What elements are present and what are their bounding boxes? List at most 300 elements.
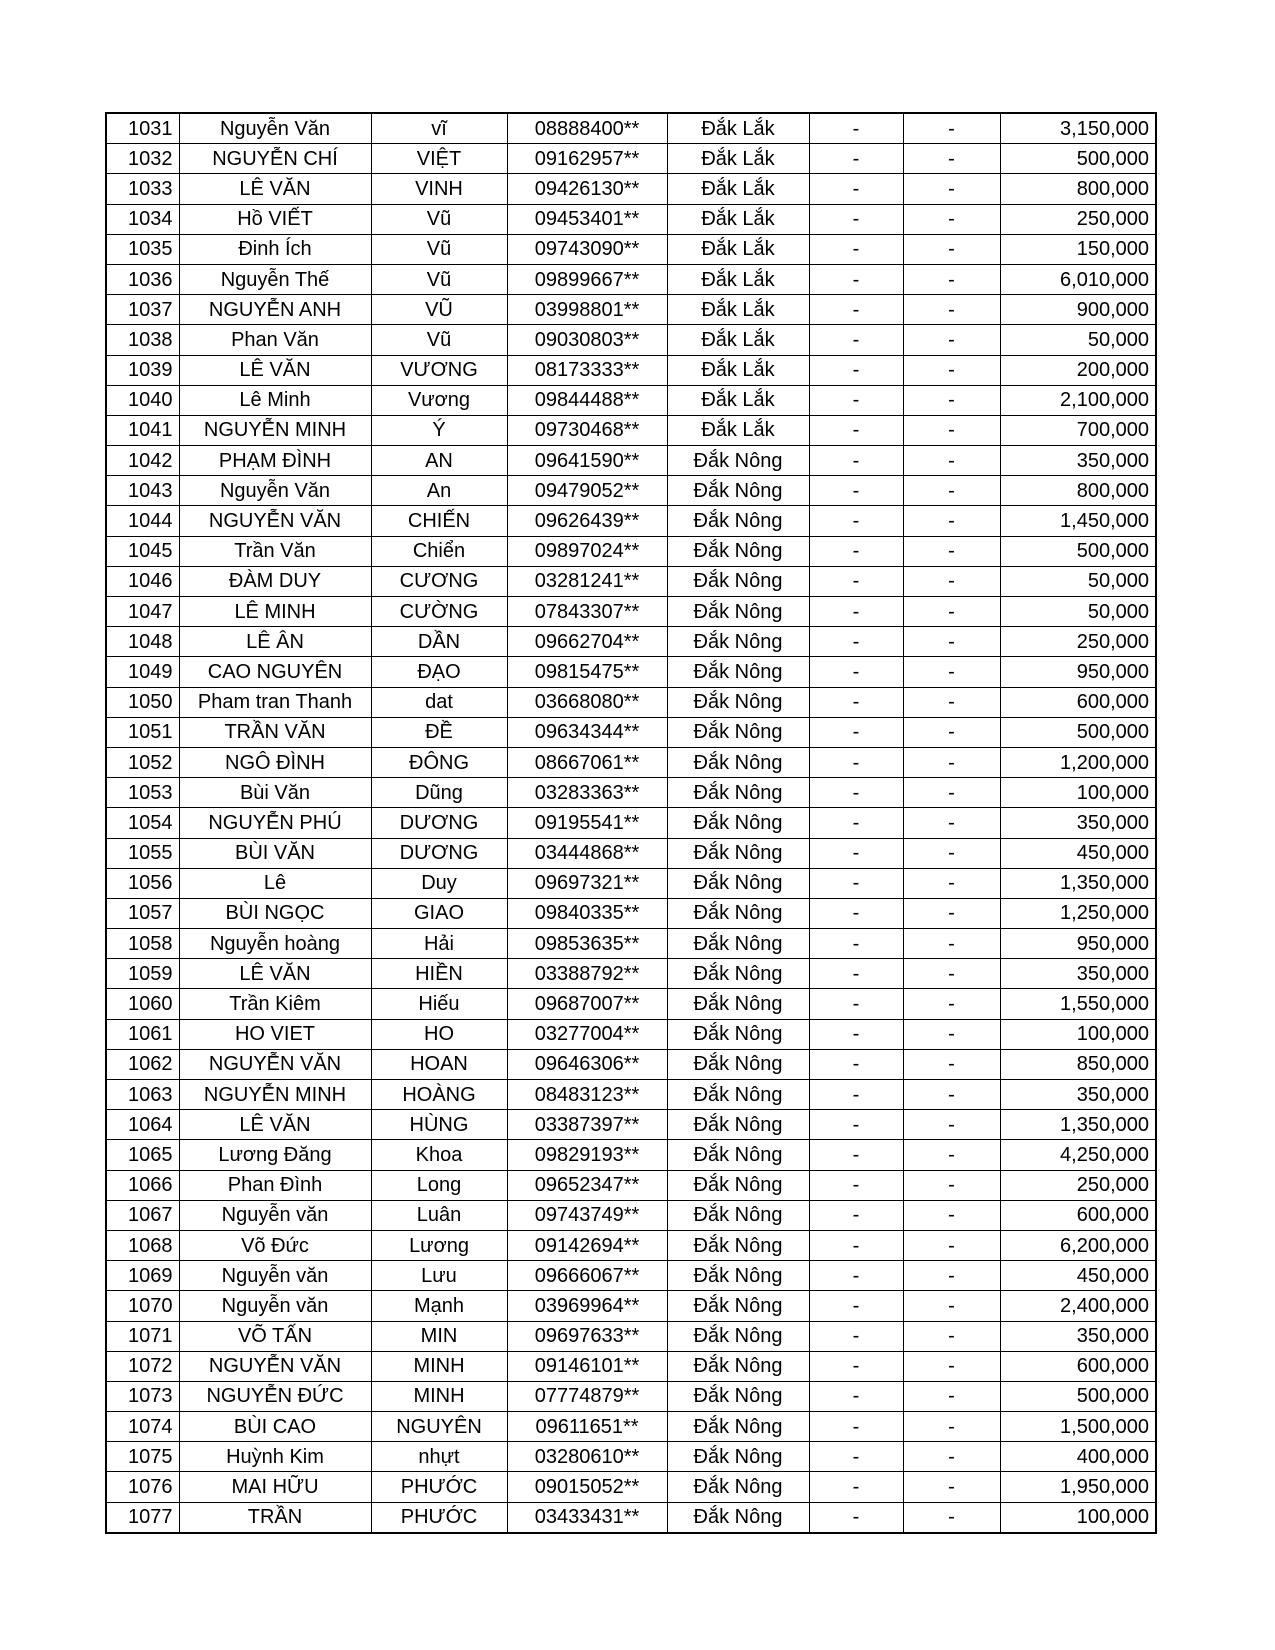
cell-phone: 08888400** bbox=[507, 113, 667, 144]
cell-given-name: Long bbox=[371, 1170, 507, 1200]
cell-surname: NGUYỄN VĂN bbox=[179, 1049, 371, 1079]
table-row bbox=[106, 264, 1156, 294]
cell-index: 1032 bbox=[106, 144, 179, 174]
cell-amount: 3,150,000 bbox=[1000, 113, 1156, 144]
cell-col6: - bbox=[809, 1442, 903, 1472]
cell-phone: 08173333** bbox=[507, 355, 667, 385]
cell-amount: 950,000 bbox=[1000, 657, 1156, 687]
cell-col7: - bbox=[903, 1321, 1000, 1351]
cell-col7: - bbox=[903, 1412, 1000, 1442]
cell-province: Đắk Lắk bbox=[667, 295, 809, 325]
table-row bbox=[106, 1472, 1156, 1502]
cell-given-name: Vương bbox=[371, 385, 507, 415]
table-row bbox=[106, 325, 1156, 355]
cell-province: Đắk Nông bbox=[667, 1230, 809, 1260]
cell-col7: - bbox=[903, 1472, 1000, 1502]
cell-index: 1046 bbox=[106, 566, 179, 596]
cell-amount: 600,000 bbox=[1000, 1200, 1156, 1230]
cell-surname: Hồ VIẾT bbox=[179, 204, 371, 234]
cell-province: Đắk Lắk bbox=[667, 355, 809, 385]
cell-province: Đắk Lắk bbox=[667, 415, 809, 445]
table-row bbox=[106, 1502, 1156, 1533]
cell-surname: Lương Đăng bbox=[179, 1140, 371, 1170]
cell-phone: 09844488** bbox=[507, 385, 667, 415]
cell-amount: 850,000 bbox=[1000, 1049, 1156, 1079]
cell-surname: Nguyễn văn bbox=[179, 1261, 371, 1291]
table-row bbox=[106, 234, 1156, 264]
cell-amount: 1,450,000 bbox=[1000, 506, 1156, 536]
cell-province: Đắk Nông bbox=[667, 1019, 809, 1049]
cell-col6: - bbox=[809, 1140, 903, 1170]
cell-given-name: DƯƠNG bbox=[371, 838, 507, 868]
cell-province: Đắk Nông bbox=[667, 597, 809, 627]
cell-amount: 400,000 bbox=[1000, 1442, 1156, 1472]
table-row bbox=[106, 1442, 1156, 1472]
cell-province: Đắk Nông bbox=[667, 747, 809, 777]
cell-given-name: MINH bbox=[371, 1351, 507, 1381]
cell-phone: 09479052** bbox=[507, 476, 667, 506]
cell-surname: MAI HỮU bbox=[179, 1472, 371, 1502]
cell-given-name: nhựt bbox=[371, 1442, 507, 1472]
cell-province: Đắk Nông bbox=[667, 1261, 809, 1291]
cell-given-name: Mạnh bbox=[371, 1291, 507, 1321]
cell-col6: - bbox=[809, 566, 903, 596]
cell-col7: - bbox=[903, 204, 1000, 234]
cell-col6: - bbox=[809, 898, 903, 928]
cell-phone: 09641590** bbox=[507, 446, 667, 476]
table-row bbox=[106, 506, 1156, 536]
cell-col7: - bbox=[903, 1502, 1000, 1533]
cell-surname: NGUYỄN MINH bbox=[179, 415, 371, 445]
cell-province: Đắk Nông bbox=[667, 476, 809, 506]
cell-province: Đắk Nông bbox=[667, 1502, 809, 1533]
cell-given-name: ĐẠO bbox=[371, 657, 507, 687]
cell-surname: ĐÀM DUY bbox=[179, 566, 371, 596]
cell-province: Đắk Lắk bbox=[667, 113, 809, 144]
cell-phone: 09453401** bbox=[507, 204, 667, 234]
cell-index: 1055 bbox=[106, 838, 179, 868]
cell-col7: - bbox=[903, 1230, 1000, 1260]
cell-col7: - bbox=[903, 717, 1000, 747]
cell-index: 1071 bbox=[106, 1321, 179, 1351]
cell-given-name: HIỀN bbox=[371, 959, 507, 989]
cell-col7: - bbox=[903, 838, 1000, 868]
cell-col7: - bbox=[903, 657, 1000, 687]
cell-given-name: VIỆT bbox=[371, 144, 507, 174]
cell-phone: 09426130** bbox=[507, 174, 667, 204]
cell-col7: - bbox=[903, 1080, 1000, 1110]
cell-index: 1059 bbox=[106, 959, 179, 989]
cell-col6: - bbox=[809, 385, 903, 415]
cell-col7: - bbox=[903, 1110, 1000, 1140]
table-row bbox=[106, 446, 1156, 476]
cell-given-name: NGUYÊN bbox=[371, 1412, 507, 1442]
table-row bbox=[106, 415, 1156, 445]
cell-amount: 6,010,000 bbox=[1000, 264, 1156, 294]
cell-index: 1053 bbox=[106, 778, 179, 808]
cell-phone: 09626439** bbox=[507, 506, 667, 536]
cell-col6: - bbox=[809, 1261, 903, 1291]
cell-col6: - bbox=[809, 597, 903, 627]
cell-col6: - bbox=[809, 1230, 903, 1260]
table-row bbox=[106, 808, 1156, 838]
cell-index: 1040 bbox=[106, 385, 179, 415]
cell-col6: - bbox=[809, 415, 903, 445]
cell-col7: - bbox=[903, 476, 1000, 506]
cell-surname: Nguyễn Thế bbox=[179, 264, 371, 294]
cell-index: 1075 bbox=[106, 1442, 179, 1472]
cell-col7: - bbox=[903, 929, 1000, 959]
cell-province: Đắk Nông bbox=[667, 1080, 809, 1110]
cell-given-name: Dũng bbox=[371, 778, 507, 808]
cell-surname: Phan Văn bbox=[179, 325, 371, 355]
cell-given-name: CHIẾN bbox=[371, 506, 507, 536]
table-row bbox=[106, 1291, 1156, 1321]
table-row bbox=[106, 1170, 1156, 1200]
cell-given-name: VƯƠNG bbox=[371, 355, 507, 385]
cell-phone: 09897024** bbox=[507, 536, 667, 566]
cell-province: Đắk Nông bbox=[667, 959, 809, 989]
cell-phone: 09662704** bbox=[507, 627, 667, 657]
cell-surname: Nguyễn văn bbox=[179, 1291, 371, 1321]
table-row bbox=[106, 144, 1156, 174]
cell-province: Đắk Lắk bbox=[667, 264, 809, 294]
cell-col7: - bbox=[903, 566, 1000, 596]
cell-given-name: Khoa bbox=[371, 1140, 507, 1170]
cell-col7: - bbox=[903, 1140, 1000, 1170]
cell-index: 1041 bbox=[106, 415, 179, 445]
cell-province: Đắk Nông bbox=[667, 506, 809, 536]
cell-phone: 03998801** bbox=[507, 295, 667, 325]
cell-amount: 700,000 bbox=[1000, 415, 1156, 445]
cell-index: 1031 bbox=[106, 113, 179, 144]
cell-given-name: MINH bbox=[371, 1381, 507, 1411]
cell-index: 1042 bbox=[106, 446, 179, 476]
cell-col7: - bbox=[903, 506, 1000, 536]
table-row bbox=[106, 1019, 1156, 1049]
cell-col6: - bbox=[809, 778, 903, 808]
cell-amount: 500,000 bbox=[1000, 717, 1156, 747]
cell-surname: TRẦN bbox=[179, 1502, 371, 1533]
cell-province: Đắk Nông bbox=[667, 989, 809, 1019]
cell-col6: - bbox=[809, 325, 903, 355]
cell-surname: Nguyễn Văn bbox=[179, 113, 371, 144]
cell-col6: - bbox=[809, 1472, 903, 1502]
cell-col7: - bbox=[903, 1170, 1000, 1200]
cell-index: 1037 bbox=[106, 295, 179, 325]
cell-phone: 09646306** bbox=[507, 1049, 667, 1079]
cell-index: 1047 bbox=[106, 597, 179, 627]
cell-amount: 800,000 bbox=[1000, 476, 1156, 506]
cell-phone: 03387397** bbox=[507, 1110, 667, 1140]
cell-col6: - bbox=[809, 264, 903, 294]
cell-phone: 07843307** bbox=[507, 597, 667, 627]
table-row bbox=[106, 113, 1156, 144]
cell-col6: - bbox=[809, 657, 903, 687]
cell-given-name: vĩ bbox=[371, 113, 507, 144]
cell-province: Đắk Nông bbox=[667, 1442, 809, 1472]
cell-index: 1068 bbox=[106, 1230, 179, 1260]
cell-col7: - bbox=[903, 1019, 1000, 1049]
cell-given-name: Vũ bbox=[371, 204, 507, 234]
cell-phone: 09195541** bbox=[507, 808, 667, 838]
cell-col6: - bbox=[809, 536, 903, 566]
cell-col7: - bbox=[903, 1442, 1000, 1472]
cell-phone: 08667061** bbox=[507, 747, 667, 777]
cell-surname: NGUYỄN VĂN bbox=[179, 506, 371, 536]
cell-index: 1057 bbox=[106, 898, 179, 928]
cell-index: 1065 bbox=[106, 1140, 179, 1170]
cell-province: Đắk Lắk bbox=[667, 234, 809, 264]
cell-col6: - bbox=[809, 1080, 903, 1110]
cell-phone: 09840335** bbox=[507, 898, 667, 928]
table-row bbox=[106, 1140, 1156, 1170]
cell-given-name: GIAO bbox=[371, 898, 507, 928]
cell-surname: LÊ VĂN bbox=[179, 355, 371, 385]
cell-index: 1077 bbox=[106, 1502, 179, 1533]
cell-col7: - bbox=[903, 1381, 1000, 1411]
cell-phone: 03281241** bbox=[507, 566, 667, 596]
cell-col7: - bbox=[903, 174, 1000, 204]
cell-province: Đắk Nông bbox=[667, 1170, 809, 1200]
table-row bbox=[106, 717, 1156, 747]
cell-province: Đắk Nông bbox=[667, 1472, 809, 1502]
cell-index: 1034 bbox=[106, 204, 179, 234]
cell-amount: 150,000 bbox=[1000, 234, 1156, 264]
table-row bbox=[106, 959, 1156, 989]
cell-phone: 09899667** bbox=[507, 264, 667, 294]
cell-province: Đắk Lắk bbox=[667, 385, 809, 415]
cell-amount: 250,000 bbox=[1000, 204, 1156, 234]
table-row bbox=[106, 989, 1156, 1019]
cell-col6: - bbox=[809, 959, 903, 989]
cell-given-name: AN bbox=[371, 446, 507, 476]
cell-surname: Huỳnh Kim bbox=[179, 1442, 371, 1472]
cell-col6: - bbox=[809, 355, 903, 385]
cell-given-name: ĐÔNG bbox=[371, 747, 507, 777]
cell-col6: - bbox=[809, 174, 903, 204]
cell-amount: 1,500,000 bbox=[1000, 1412, 1156, 1442]
cell-phone: 09162957** bbox=[507, 144, 667, 174]
cell-given-name: Duy bbox=[371, 868, 507, 898]
cell-amount: 50,000 bbox=[1000, 566, 1156, 596]
cell-surname: CAO NGUYÊN bbox=[179, 657, 371, 687]
cell-given-name: HÙNG bbox=[371, 1110, 507, 1140]
cell-phone: 09730468** bbox=[507, 415, 667, 445]
cell-surname: Pham tran Thanh bbox=[179, 687, 371, 717]
cell-given-name: MIN bbox=[371, 1321, 507, 1351]
cell-surname: NGUYỄN ĐỨC bbox=[179, 1381, 371, 1411]
cell-given-name: Chiển bbox=[371, 536, 507, 566]
table-row bbox=[106, 174, 1156, 204]
cell-province: Đắk Nông bbox=[667, 1321, 809, 1351]
cell-province: Đắk Nông bbox=[667, 627, 809, 657]
cell-index: 1039 bbox=[106, 355, 179, 385]
cell-index: 1058 bbox=[106, 929, 179, 959]
cell-surname: BÙI NGỌC bbox=[179, 898, 371, 928]
cell-col7: - bbox=[903, 1200, 1000, 1230]
cell-col6: - bbox=[809, 868, 903, 898]
cell-phone: 03444868** bbox=[507, 838, 667, 868]
table-row bbox=[106, 597, 1156, 627]
cell-province: Đắk Nông bbox=[667, 808, 809, 838]
cell-amount: 250,000 bbox=[1000, 627, 1156, 657]
cell-col7: - bbox=[903, 415, 1000, 445]
cell-given-name: Lưu bbox=[371, 1261, 507, 1291]
cell-phone: 09743749** bbox=[507, 1200, 667, 1230]
cell-col6: - bbox=[809, 1351, 903, 1381]
cell-amount: 50,000 bbox=[1000, 597, 1156, 627]
cell-col6: - bbox=[809, 1502, 903, 1533]
cell-given-name: CƯƠNG bbox=[371, 566, 507, 596]
table-row bbox=[106, 566, 1156, 596]
cell-index: 1044 bbox=[106, 506, 179, 536]
cell-col6: - bbox=[809, 1170, 903, 1200]
cell-index: 1036 bbox=[106, 264, 179, 294]
cell-col6: - bbox=[809, 144, 903, 174]
cell-province: Đắk Nông bbox=[667, 566, 809, 596]
table-row bbox=[106, 898, 1156, 928]
cell-index: 1048 bbox=[106, 627, 179, 657]
cell-surname: VÕ TẤN bbox=[179, 1321, 371, 1351]
cell-surname: LÊ VĂN bbox=[179, 959, 371, 989]
cell-province: Đắk Nông bbox=[667, 778, 809, 808]
cell-given-name: DƯƠNG bbox=[371, 808, 507, 838]
cell-col7: - bbox=[903, 868, 1000, 898]
cell-given-name: CƯỜNG bbox=[371, 597, 507, 627]
cell-province: Đắk Nông bbox=[667, 898, 809, 928]
cell-col6: - bbox=[809, 1049, 903, 1079]
cell-col6: - bbox=[809, 808, 903, 838]
cell-amount: 1,350,000 bbox=[1000, 1110, 1156, 1140]
cell-surname: LÊ ÂN bbox=[179, 627, 371, 657]
cell-given-name: VŨ bbox=[371, 295, 507, 325]
cell-col7: - bbox=[903, 1049, 1000, 1079]
table-row bbox=[106, 1230, 1156, 1260]
table-row bbox=[106, 747, 1156, 777]
cell-surname: BÙI VĂN bbox=[179, 838, 371, 868]
cell-surname: NGUYỄN CHÍ bbox=[179, 144, 371, 174]
cell-index: 1043 bbox=[106, 476, 179, 506]
cell-col7: - bbox=[903, 1291, 1000, 1321]
table-row bbox=[106, 627, 1156, 657]
cell-col7: - bbox=[903, 747, 1000, 777]
cell-index: 1051 bbox=[106, 717, 179, 747]
cell-surname: LÊ MINH bbox=[179, 597, 371, 627]
cell-col6: - bbox=[809, 1412, 903, 1442]
cell-amount: 4,250,000 bbox=[1000, 1140, 1156, 1170]
cell-surname: Trần Kiêm bbox=[179, 989, 371, 1019]
cell-amount: 950,000 bbox=[1000, 929, 1156, 959]
cell-surname: HO VIET bbox=[179, 1019, 371, 1049]
cell-col7: - bbox=[903, 264, 1000, 294]
table-row bbox=[106, 1412, 1156, 1442]
table-row bbox=[106, 1321, 1156, 1351]
cell-amount: 50,000 bbox=[1000, 325, 1156, 355]
cell-given-name: Vũ bbox=[371, 325, 507, 355]
cell-index: 1067 bbox=[106, 1200, 179, 1230]
cell-given-name: DẦN bbox=[371, 627, 507, 657]
cell-surname: NGUYỄN VĂN bbox=[179, 1351, 371, 1381]
cell-province: Đắk Nông bbox=[667, 687, 809, 717]
cell-amount: 500,000 bbox=[1000, 536, 1156, 566]
table-row bbox=[106, 1200, 1156, 1230]
cell-amount: 600,000 bbox=[1000, 1351, 1156, 1381]
cell-surname: Nguyễn hoàng bbox=[179, 929, 371, 959]
cell-index: 1050 bbox=[106, 687, 179, 717]
cell-col7: - bbox=[903, 446, 1000, 476]
cell-province: Đắk Lắk bbox=[667, 204, 809, 234]
cell-amount: 100,000 bbox=[1000, 778, 1156, 808]
cell-phone: 09146101** bbox=[507, 1351, 667, 1381]
cell-surname: Lê Minh bbox=[179, 385, 371, 415]
cell-col7: - bbox=[903, 808, 1000, 838]
cell-surname: TRẦN VĂN bbox=[179, 717, 371, 747]
cell-col7: - bbox=[903, 385, 1000, 415]
cell-amount: 6,200,000 bbox=[1000, 1230, 1156, 1260]
cell-given-name: Vũ bbox=[371, 234, 507, 264]
cell-amount: 350,000 bbox=[1000, 1080, 1156, 1110]
cell-phone: 09853635** bbox=[507, 929, 667, 959]
cell-phone: 09015052** bbox=[507, 1472, 667, 1502]
cell-index: 1069 bbox=[106, 1261, 179, 1291]
cell-index: 1045 bbox=[106, 536, 179, 566]
cell-index: 1070 bbox=[106, 1291, 179, 1321]
cell-col7: - bbox=[903, 597, 1000, 627]
cell-phone: 03668080** bbox=[507, 687, 667, 717]
cell-col6: - bbox=[809, 204, 903, 234]
cell-amount: 350,000 bbox=[1000, 808, 1156, 838]
cell-col6: - bbox=[809, 476, 903, 506]
donation-table bbox=[105, 112, 1157, 1534]
cell-given-name: Luân bbox=[371, 1200, 507, 1230]
cell-index: 1062 bbox=[106, 1049, 179, 1079]
cell-surname: Phan Đình bbox=[179, 1170, 371, 1200]
cell-index: 1073 bbox=[106, 1381, 179, 1411]
cell-surname: Nguyễn văn bbox=[179, 1200, 371, 1230]
cell-phone: 09815475** bbox=[507, 657, 667, 687]
table-row bbox=[106, 929, 1156, 959]
table-row bbox=[106, 476, 1156, 506]
cell-col6: - bbox=[809, 1019, 903, 1049]
cell-phone: 03433431** bbox=[507, 1502, 667, 1533]
cell-col7: - bbox=[903, 113, 1000, 144]
cell-given-name: Lương bbox=[371, 1230, 507, 1260]
cell-province: Đắk Nông bbox=[667, 1291, 809, 1321]
cell-index: 1064 bbox=[106, 1110, 179, 1140]
table-row bbox=[106, 295, 1156, 325]
cell-given-name: dat bbox=[371, 687, 507, 717]
table-body bbox=[106, 113, 1156, 1533]
table-row bbox=[106, 838, 1156, 868]
cell-surname: NGUYỄN ANH bbox=[179, 295, 371, 325]
cell-amount: 2,100,000 bbox=[1000, 385, 1156, 415]
cell-col7: - bbox=[903, 989, 1000, 1019]
cell-surname: LÊ VĂN bbox=[179, 1110, 371, 1140]
cell-phone: 09743090** bbox=[507, 234, 667, 264]
cell-index: 1072 bbox=[106, 1351, 179, 1381]
cell-phone: 09652347** bbox=[507, 1170, 667, 1200]
table-row bbox=[106, 1261, 1156, 1291]
cell-surname: Võ Đức bbox=[179, 1230, 371, 1260]
cell-amount: 450,000 bbox=[1000, 838, 1156, 868]
cell-index: 1033 bbox=[106, 174, 179, 204]
cell-col6: - bbox=[809, 1291, 903, 1321]
cell-province: Đắk Nông bbox=[667, 1140, 809, 1170]
cell-surname: NGUYỄN MINH bbox=[179, 1080, 371, 1110]
cell-amount: 900,000 bbox=[1000, 295, 1156, 325]
cell-amount: 500,000 bbox=[1000, 144, 1156, 174]
